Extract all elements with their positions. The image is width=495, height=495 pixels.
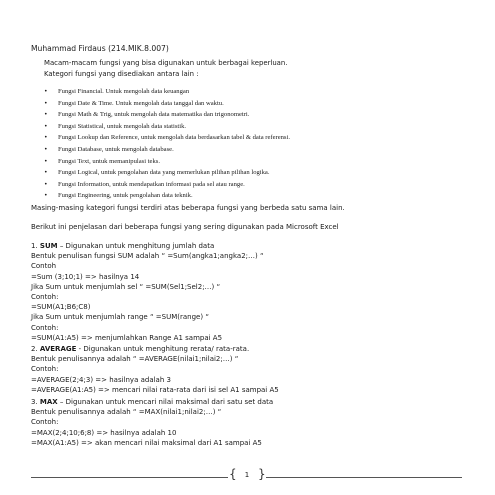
section-number: 1.: [31, 242, 40, 250]
section-number: 3.: [31, 398, 40, 406]
list-item: • Fungsi Information, untuk mendapatkan informasi pada sel atau range.: [44, 179, 290, 191]
section-line: Contoh: [31, 262, 57, 271]
section-line: Contoh:: [31, 365, 59, 374]
function-description: – Digunakan untuk mencari nilai maksimal dari satu set data: [57, 398, 274, 406]
section-line: Bentuk penulisan fungsi SUM adalah “ =Sum(angka1;angka2;…) “: [31, 252, 264, 261]
list-item: • Fungsi Math & Trig, untuk mengolah data matematika dan trigonometri.: [44, 109, 290, 121]
section-line: Jika Sum untuk menjumlah sel “ =SUM(Sel1;Sel2;…) “: [31, 282, 221, 291]
left-brace-icon: {: [229, 467, 237, 481]
paragraph-intro-functions: Berikut ini penjelasan dari beberapa fungsi yang sering digunakan pada Microsoft Excel: [31, 223, 339, 231]
section-line: Contoh:: [31, 323, 59, 332]
function-name: AVERAGE: [39, 345, 77, 353]
function-description: - Digunakan untuk menghitung rerata/ rata-rata.: [76, 345, 250, 353]
section-heading: [31, 344, 279, 354]
section-heading: [31, 241, 264, 251]
list-item: • Fungsi Logical, untuk pengolahan data yang memerlukan pilihan pilihan logika.: [44, 167, 290, 179]
list-item: • Fungsi Database, untuk mengolah database.: [44, 144, 290, 156]
function-description: – Digunakan untuk menghitung jumlah data: [57, 242, 215, 250]
list-item: • Fungsi Text, untuk memanipulasi teks.: [44, 156, 290, 168]
author-header: Muhammad Firdaus (214.MIK.8.007): [31, 44, 169, 53]
section-line: Bentuk penulisannya adalah “ =AVERAGE(nilai1;nilai2;…) “: [31, 355, 239, 364]
section-line: =SUM(A1;B6;C8): [31, 303, 91, 312]
function-name: MAX: [39, 398, 58, 406]
section-line: =SUM(A1:A5) => menjumlahkan Range A1 sampai A5: [31, 333, 223, 342]
function-name: SUM: [39, 242, 58, 250]
section-line: =MAX(A1:A5) => akan mencari nilai maksimal dari A1 sampai A5: [31, 438, 262, 447]
sum-section: [31, 241, 264, 343]
section-heading: [31, 397, 273, 407]
section-line: =AVERAGE(A1:A5) => mencari nilai rata-rata dari isi sel A1 sampai A5: [31, 385, 279, 394]
paragraph-categories: Masing-masing kategori fungsi terdiri atas beberapa fungsi yang berbeda satu sama lain.: [31, 204, 345, 212]
list-item: • Fungsi Statistical, untuk mengolah data statistik.: [44, 121, 290, 133]
footer-rule-right: [266, 477, 462, 478]
average-section: [31, 344, 279, 395]
section-line: Jika Sum untuk menjumlah range “ =SUM(range) “: [31, 313, 209, 322]
list-item: • Fungsi Engineering, untuk pengolahan data teknik.: [44, 190, 290, 202]
function-category-list: [44, 86, 290, 202]
max-section: [31, 397, 273, 448]
list-item: • Fungsi Financial. Untuk mengolah data keuangan: [44, 86, 290, 98]
right-brace-icon: }: [258, 467, 266, 481]
intro-line: Macam-macam fungsi yang bisa digunakan untuk berbagai keperluan.: [44, 59, 288, 67]
section-number: 2.: [31, 345, 40, 353]
intro-text: [44, 58, 287, 79]
intro-line: Kategori fungsi yang disediakan antara lain :: [44, 69, 199, 78]
page-number: 1: [244, 471, 250, 479]
list-item: • Fungsi Date & Time. Untuk mengolah data tanggal dan waktu.: [44, 98, 290, 110]
section-line: Contoh:: [31, 418, 59, 427]
footer-rule-left: [31, 477, 228, 478]
section-line: =Sum (3;10;1) => hasilnya 14: [31, 272, 140, 281]
section-line: Bentuk penulisannya adalah “ =MAX(nilai1;nilai2;…) “: [31, 408, 222, 417]
section-line: =AVERAGE(2;4;3) => hasilnya adalah 3: [31, 375, 171, 384]
section-line: =MAX(2;4;10;6;8) => hasilnya adalah 10: [31, 428, 177, 437]
list-item: • Fungsi Lookup dan Reference, untuk mengolah data berdasarkan tabel & data referensi.: [44, 132, 290, 144]
section-line: Contoh:: [31, 292, 59, 301]
